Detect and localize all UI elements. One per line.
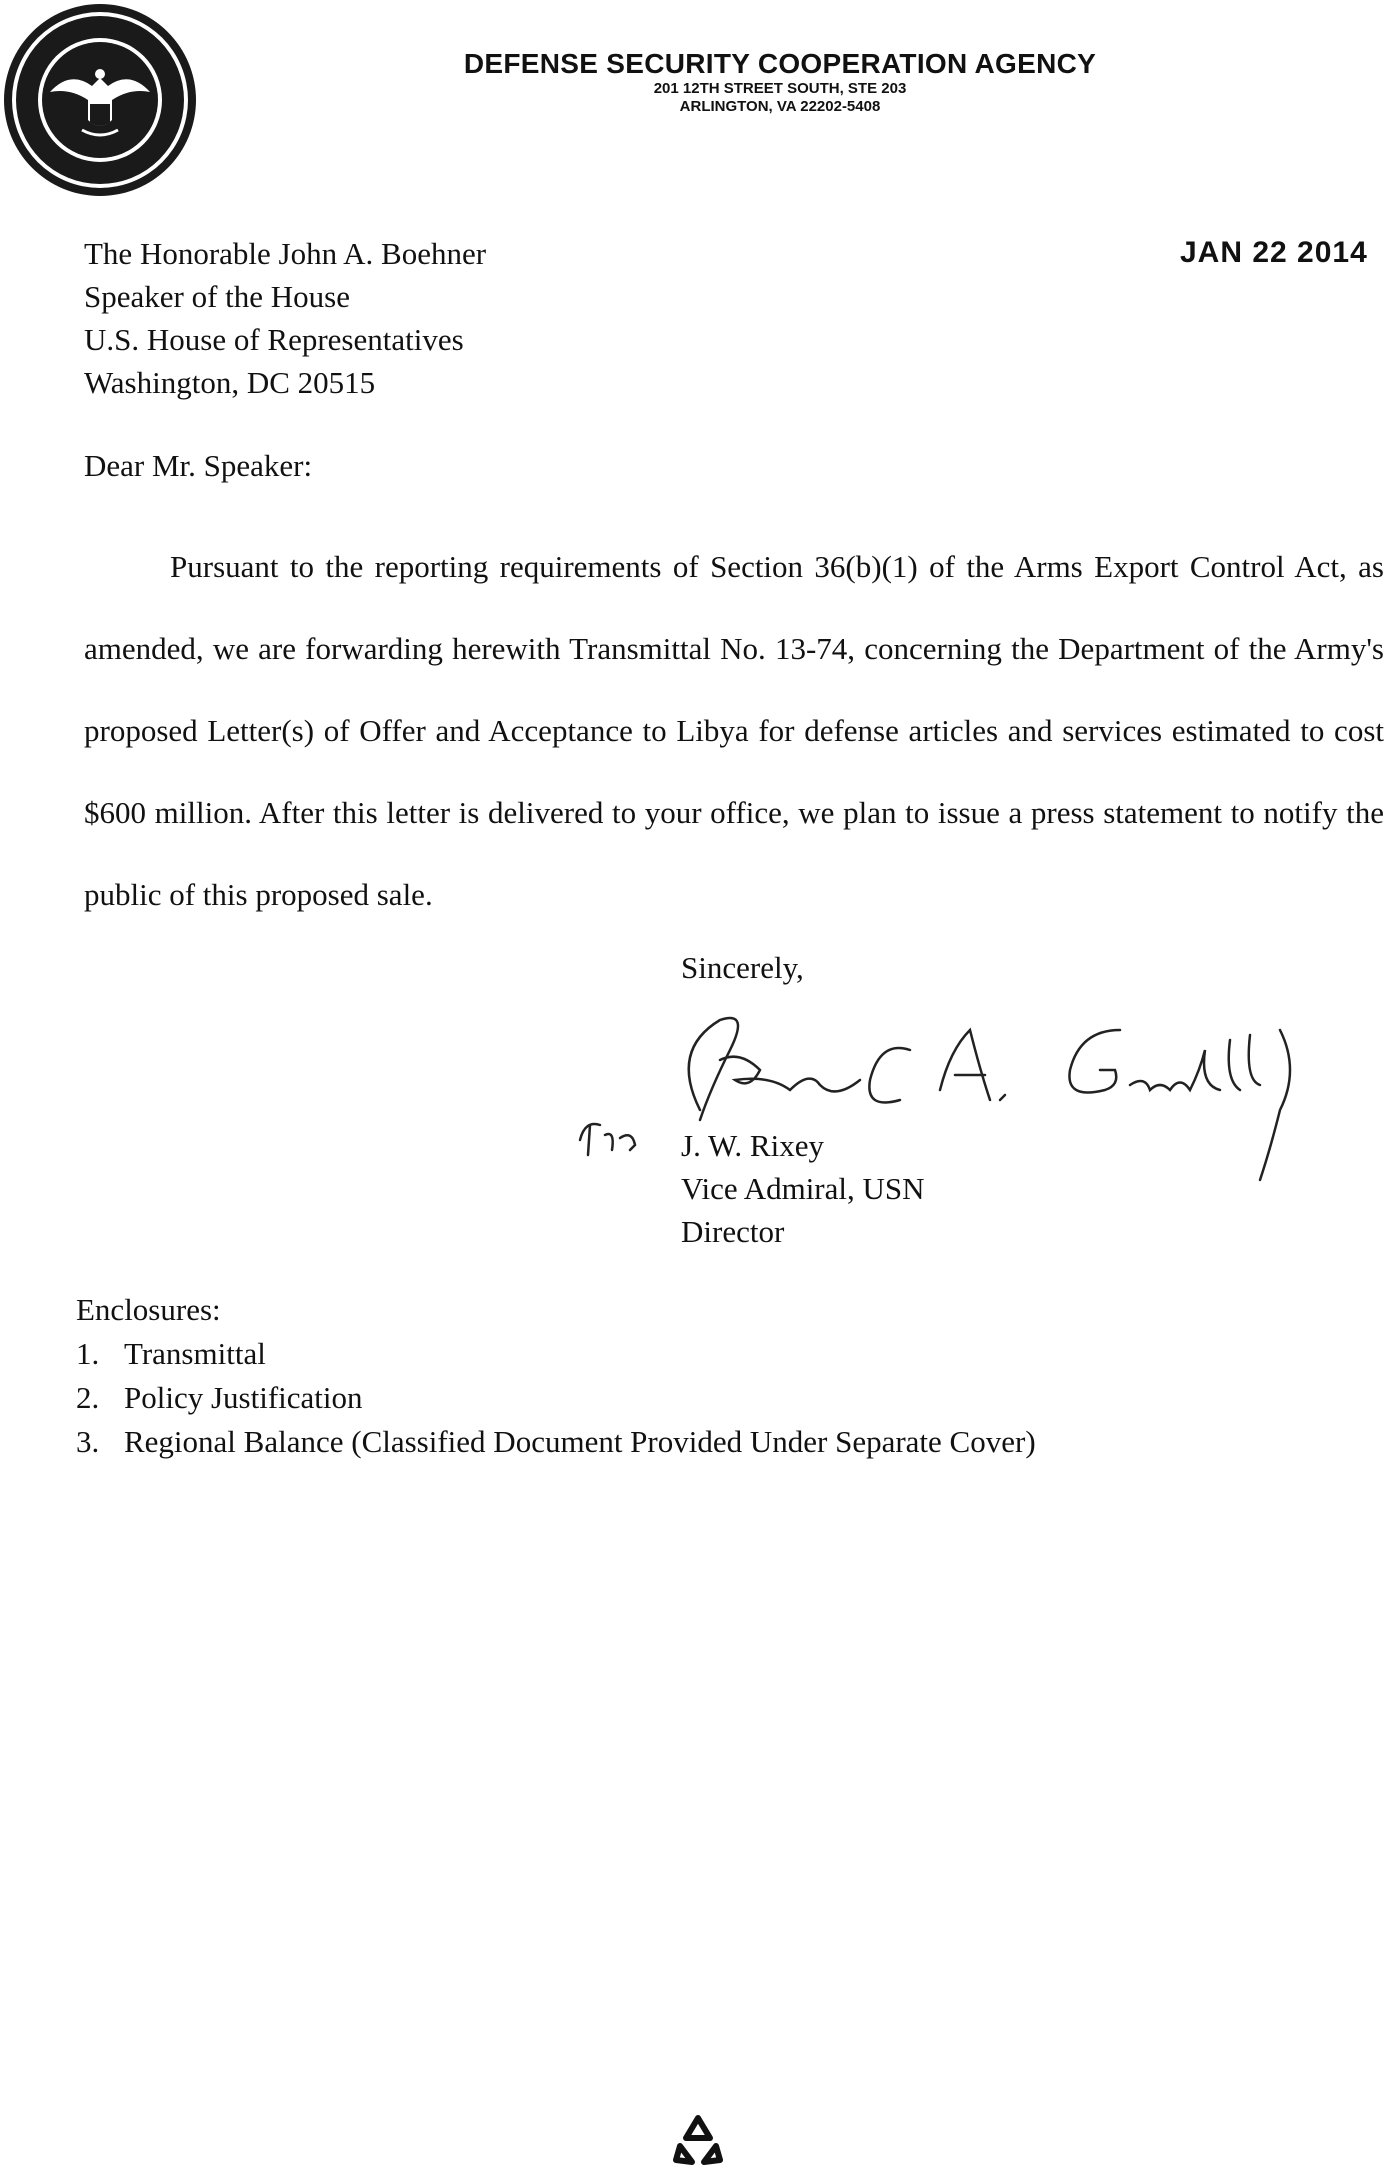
agency-name: DEFENSE SECURITY COOPERATION AGENCY bbox=[463, 48, 1097, 79]
letterhead bbox=[400, 48, 1160, 116]
handwritten-signature bbox=[560, 990, 1320, 1190]
list-item bbox=[76, 1376, 1036, 1420]
recipient-title: Speaker of the House bbox=[84, 279, 350, 314]
letter-body: Pursuant to the reporting requirements of Section 36(b)(1) of the Arms Export Control Act, as amended, we are forwarding herewith Transmittal No. 13-74, concerning the Department of the Army's proposed Letter(s) of Offer and Acceptance to Libya for defense articles and services estimated to cost $600 million. After this letter is delivered to your office, we plan to issue a press statement to notify the public of this proposed sale. bbox=[84, 549, 1384, 912]
signer-title: Director bbox=[681, 1214, 785, 1249]
closing: Sincerely, bbox=[681, 950, 804, 985]
agency-address-line1: 201 12TH STREET SOUTH, STE 203 bbox=[653, 80, 907, 97]
agency-address-line2: ARLINGTON, VA 22202-5408 bbox=[679, 98, 881, 115]
signer-name: J. W. Rixey bbox=[681, 1128, 824, 1163]
list-item-number: 1. bbox=[76, 1336, 100, 1371]
recycle-icon bbox=[670, 2112, 726, 2168]
department-of-defense-seal-icon bbox=[0, 0, 200, 200]
recipient-name: The Honorable John A. Boehner bbox=[84, 236, 487, 271]
recipient-organization: U.S. House of Representatives bbox=[84, 322, 464, 357]
recipient-city: Washington, DC 20515 bbox=[84, 365, 376, 400]
list-item bbox=[76, 1332, 1036, 1376]
list-item-text: Regional Balance (Classified Document Provided Under Separate Cover) bbox=[124, 1424, 1036, 1459]
enclosures-list bbox=[76, 1288, 1036, 1464]
recipient-address bbox=[84, 232, 486, 404]
date-stamp: JAN 22 2014 bbox=[1180, 236, 1368, 269]
signer-rank: Vice Admiral, USN bbox=[681, 1171, 925, 1206]
list-item-text: Transmittal bbox=[124, 1336, 266, 1371]
signature-block bbox=[681, 1124, 925, 1253]
salutation: Dear Mr. Speaker: bbox=[84, 448, 313, 483]
list-item bbox=[76, 1420, 1036, 1464]
list-item-number: 3. bbox=[76, 1424, 100, 1459]
enclosures-heading: Enclosures: bbox=[76, 1292, 221, 1327]
list-item-number: 2. bbox=[76, 1380, 100, 1415]
list-item-text: Policy Justification bbox=[124, 1380, 363, 1415]
